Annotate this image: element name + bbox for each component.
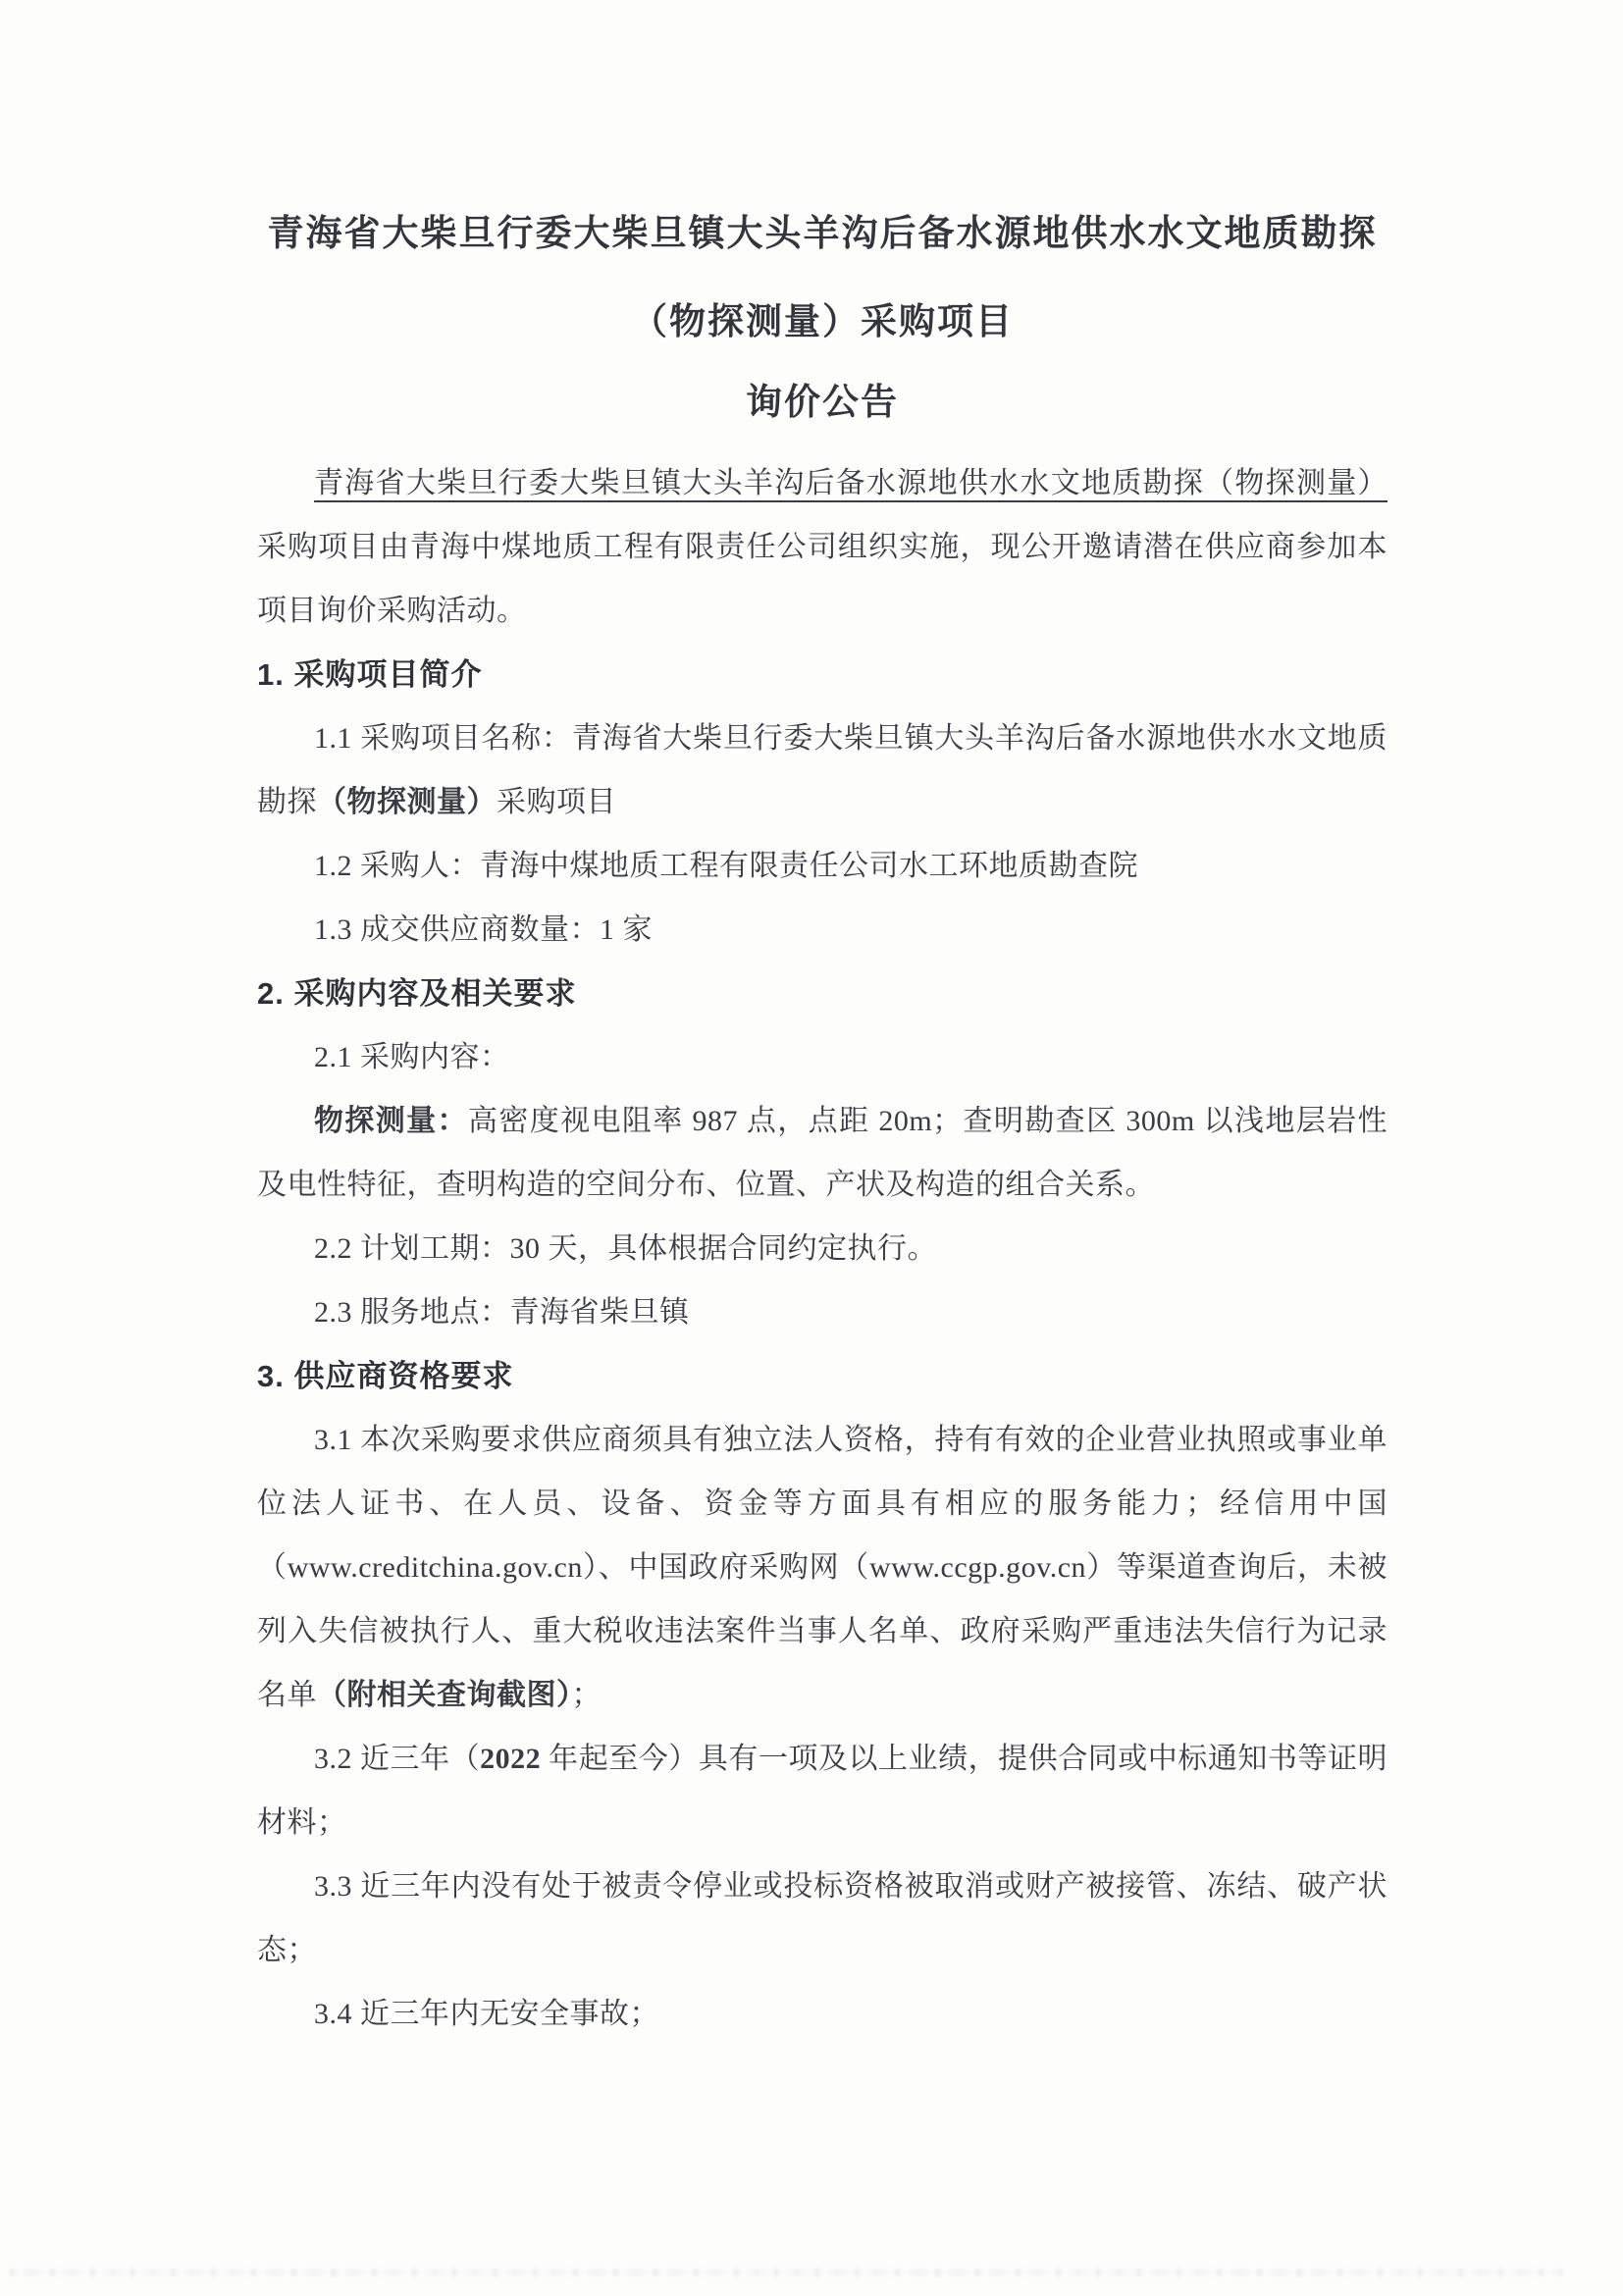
text-run: 1.3 成交供应商数量：1 家 — [314, 913, 653, 946]
document-paragraphs — [257, 451, 1387, 2046]
text-run: 2. 采购内容及相关要求 — [257, 976, 577, 1011]
section-3-heading — [257, 1344, 1387, 1408]
text-run: 2.3 服务地点：青海省柴旦镇 — [314, 1296, 690, 1329]
text-run: （附相关查询截图） — [317, 1679, 572, 1711]
item-1-1-project-name — [257, 706, 1387, 834]
text-run: 采购项目由青海中煤地质工程有限责任公司组织实施，现公开邀请潜在供应商参加本项目询价采购活动。 — [257, 531, 1387, 627]
text-run: （物探测量） — [317, 786, 497, 818]
section-1-heading — [257, 643, 1387, 706]
item-1-2-purchaser — [257, 834, 1387, 898]
item-2-2-schedule — [257, 1217, 1387, 1280]
text-run: 3.2 近三年（ — [314, 1743, 481, 1775]
text-run: 3.4 近三年内无安全事故； — [314, 1998, 659, 2030]
document-content — [257, 0, 1387, 2046]
item-1-3-supplier-count — [257, 898, 1387, 962]
text-run: 3.1 本次采购要求供应商须具有独立法人资格，持有有效的企业营业执照或事业单位法人证书、在人员、设备、资金等方面具有相应的服务能力；经信用中国（www.creditchina.gov.cn）、中国政府采购网（www.ccgp.gov.cn）等渠道查询后，未被列入失信被执行人、重大税收违法案件当事人名单、政府采购严重违法失信行为记录名单 — [257, 1424, 1387, 1711]
intro-paragraph — [257, 451, 1387, 643]
section-2-heading — [257, 962, 1387, 1025]
document-title-line1: 青海省大柴旦行委大柴旦镇大头羊沟后备水源地供水水文地质勘探 — [267, 213, 1378, 253]
document-subtitle: 询价公告 — [746, 382, 899, 422]
item-3-2-performance — [257, 1727, 1387, 1854]
item-3-1-qualification — [257, 1408, 1387, 1727]
text-run: 高密度视电阻率 987 点，点距 20m；查明勘查区 300m 以浅地层岩性及电性特征，查明构造的空间分布、位置、产状及构造的组合关系。 — [257, 1105, 1388, 1201]
item-2-3-location — [257, 1280, 1387, 1344]
text-run: ； — [571, 1679, 602, 1711]
text-run: 1.2 采购人：青海中煤地质工程有限责任公司水工环地质勘查院 — [314, 850, 1138, 882]
text-run: 3.3 近三年内没有处于被责令停业或投标资格被取消或财产被接管、冻结、破产状态； — [257, 1870, 1387, 1966]
text-run: 1. 采购项目简介 — [257, 657, 483, 692]
document-title-line2: （物探测量）采购项目 — [631, 301, 1014, 341]
text-run: 青海省大柴旦行委大柴旦镇大头羊沟后备水源地供水水文地质勘探（物探测量） — [314, 467, 1387, 499]
text-run: 2022 — [480, 1743, 542, 1775]
item-3-4-safety — [257, 1982, 1387, 2046]
text-run: 采购项目 — [497, 786, 616, 818]
item-2-1-content-detail — [257, 1089, 1387, 1217]
text-run: 2.1 采购内容： — [314, 1041, 510, 1073]
text-run: 年起至今）具有一项及以上业绩，提供合同或中标通知书等证明材料； — [257, 1743, 1388, 1839]
text-run: 物探测量： — [314, 1105, 468, 1137]
item-3-3-status — [257, 1854, 1387, 1982]
text-run: 1.1 采购项目名称：青海省大柴旦行委大柴旦镇大头羊沟后备水源地供水水文地质勘探 — [257, 722, 1387, 818]
text-run: 2.2 计划工期：30 天，具体根据合同约定执行。 — [314, 1232, 937, 1265]
scanner-edge-artifact — [10, 2269, 1564, 2276]
text-run: 3. 供应商资格要求 — [257, 1359, 514, 1393]
item-2-1-content-label — [257, 1025, 1387, 1089]
